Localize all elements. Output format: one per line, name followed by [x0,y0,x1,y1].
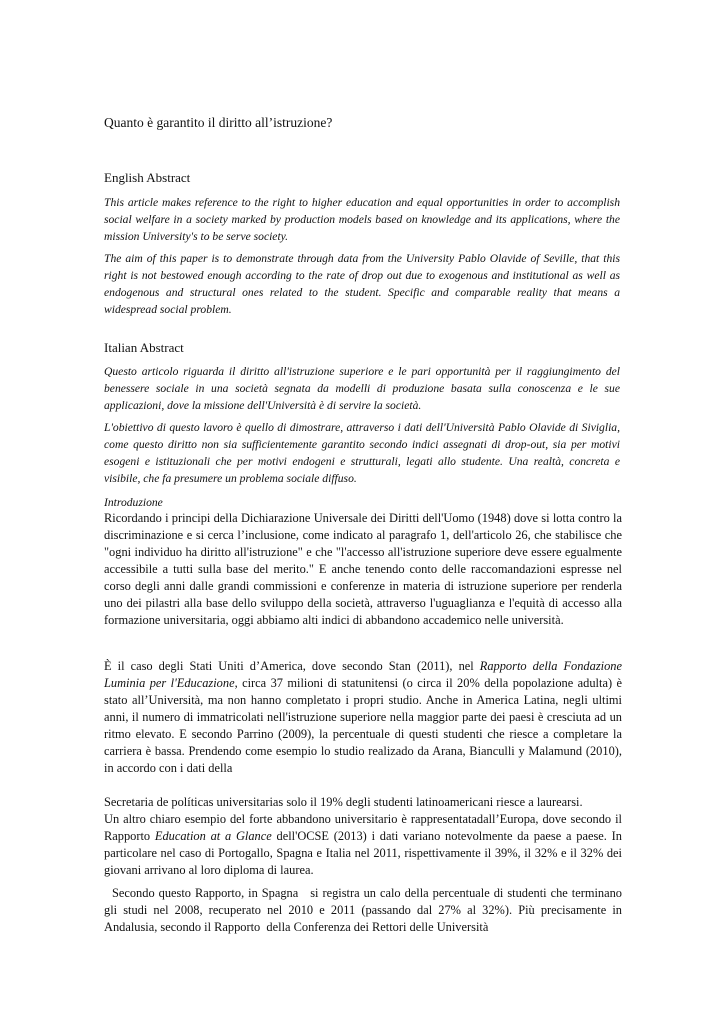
paragraph-3-text-b: dell'OCSE (2013) i dati variano notevolmente da paese a paese. In particolare nel caso di Portogallo, Spagna e Italia nel 2011, rispettivamente il 39%, il 32% e il 32% dei giovani arrivano al loro diploma di laurea. [104,829,622,877]
paragraph-2-text-b: , circa 37 milioni di statunitensi (o circa il 20% della popolazione adulta) è stato all’Università, ma non hanno completato i propri studio. Anche in America Latina, negli ultimi anni, il numero di immatricolati nell'istruzione superiore nella maggior parte dei paesi è cresciuta ad un ritmo elevato. E secondo Parrino (2009), la percentuale di questi studenti che riesce a completare la carriera è bassa. Prendendo come esempio lo studio realizado da Arana, Bianculli y Malamund (2010), in accordo con i dati della [104,676,622,775]
introduction-paragraph-1: Ricordando i principi della Dichiarazione Universale dei Diritti dell'Uomo (1948) dove si lotta contro la discriminazione e si cerca l’inclusione, come indicato al paragrafo 1, dell'articolo 26, che stabilisce che "ogni individuo ha diritto all'istruzione" e che "l'accesso all'istruzione superiore deve essere egualmente accessibile a tutti sulla base del merito." E anche tenendo conto delle raccomandazioni espresse nel corso degli anni dalle grandi commissioni e conferenze in materia di istruzione superiore per renderla uno dei pilastri alla base dello sviluppo della società, attraverso l'uguaglianza e l'equità di accesso alla formazione universitaria, oggi abbiamo alti indici di abbandono accademico nelle università. [104,511,622,627]
english-abstract-heading: English Abstract [104,170,191,185]
introduction-paragraph-2 [104,658,622,777]
introduction-paragraph-2-last-line: Secretaria de políticas universitarias solo il 19% degli studenti latinoamericani riesce a laurearsi. [104,795,583,809]
introduction-paragraph-3 [104,811,622,879]
paragraph-2-citation: Rapporto della Fondazione Luminia per l'Educazione [104,659,622,690]
italian-abstract-paragraph-2: L'obiettivo di questo lavoro è quello di dimostrare, attraverso i dati dell'Università Pablo Olavide di Siviglia, come questo diritto non sia sufficientemente garantito secondo indici assegnati di drop-out, sia per motivi esogeni e istituzionali che per motivi endogeni e strutturali, legati allo studente. Una realtà, concreta e visibile, che fa presumere un problema sociale diffuso. [104,421,620,485]
document-title: Quanto è garantito il diritto all’istruzione? [104,115,333,130]
introduction-heading: Introduzione [104,496,163,509]
paragraph-3-citation: Education at a Glance [154,829,272,843]
english-abstract-paragraph-1: This article makes reference to the right to higher education and equal opportunities in order to accomplish social welfare in a society marked by production models based on knowledge and its applications, where the mission University's to be serve society. [104,196,620,243]
english-abstract-paragraph-2: The aim of this paper is to demonstrate through data from the University Pablo Olavide of Seville, that this right is not bestowed enough according to the rate of drop out due to exogenous and institutional as well as endogenous and structural ones related to the student. Specific and comparable reality that means a widespread social problem. [104,252,620,316]
introduction-paragraph-4: Secondo questo Rapporto, in Spagna si registra un calo della percentuale di studenti che terminano gli studi nel 2008, recuperato nel 2010 e 2011 (passando dal 27% al 32%). Più precisamente in Andalusia, secondo il Rapporto della Conferenza dei Rettori delle Università [104,886,626,934]
italian-abstract-paragraph-1: Questo articolo riguarda il diritto all'istruzione superiore e le pari opportunità per il raggiungimento del benessere sociale in una società segnata da modelli di produzione basata sulla conoscenza e le sue applicazioni, dove la missione dell'Università è di servire la società. [104,365,620,412]
paragraph-3-text-a: Un altro chiaro esempio del forte abbandono universitario è rappresentatadall’Europa, dove secondo il Rapporto [104,812,622,843]
paragraph-2-text-a: È il caso degli Stati Uniti d’America, dove secondo Stan (2011), nel [104,659,480,673]
italian-abstract-heading: Italian Abstract [104,340,184,355]
